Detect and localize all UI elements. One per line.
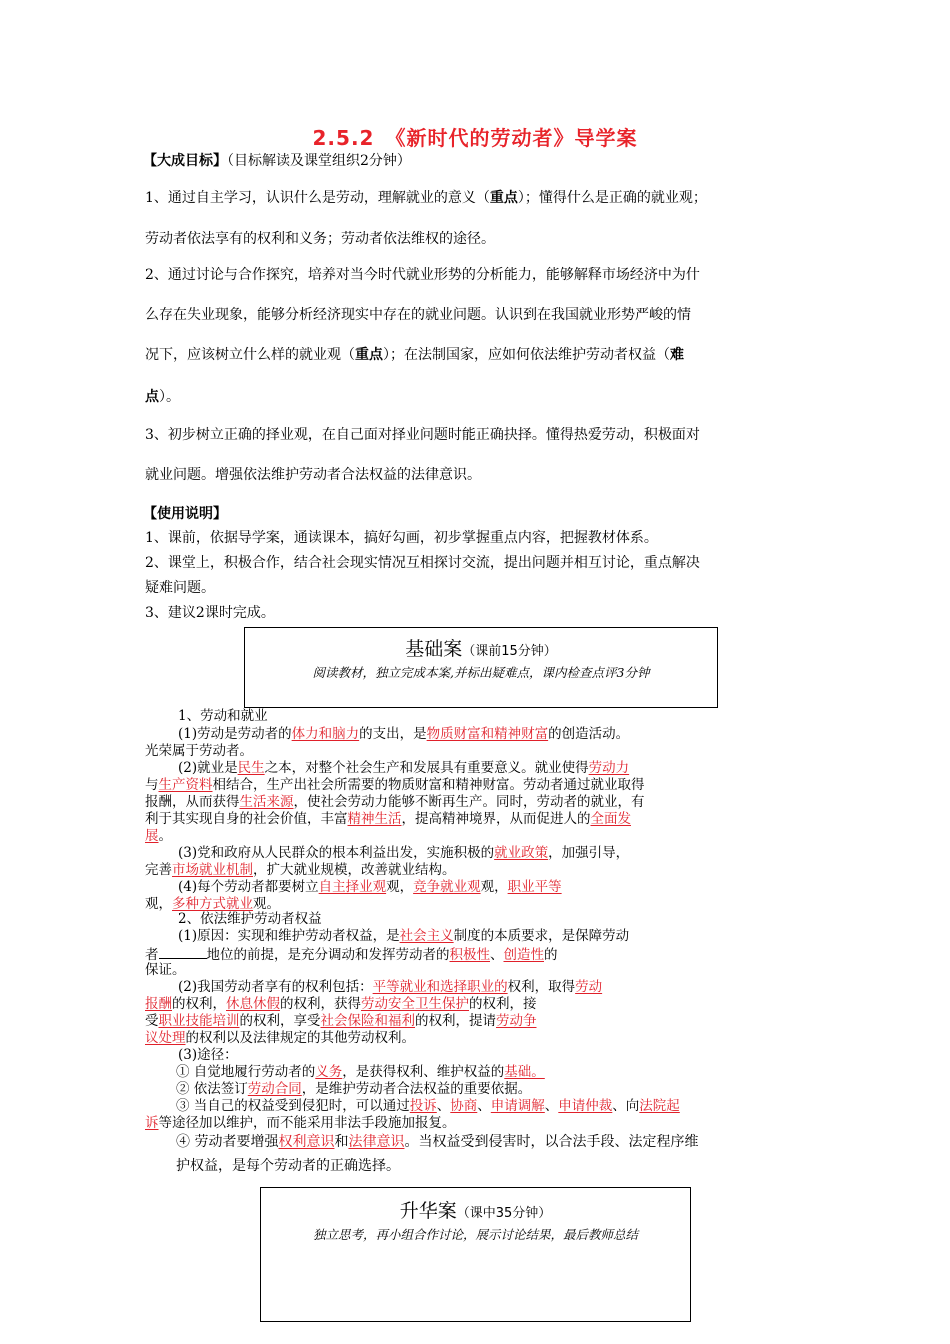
goals-text: 况下，应该树立什么样的就业观（ xyxy=(145,347,355,363)
s1-text: ，使社会劳动力能够不断再生产。同时，劳动者的就业，有 xyxy=(293,794,645,810)
usage-line-4: 3、建议2课时完成。 xyxy=(145,605,275,621)
s1-text: 观。 xyxy=(253,896,280,912)
answer-blank: 体力和脑力 xyxy=(291,726,360,742)
s1-text: 的支出，是 xyxy=(359,726,427,742)
answer-blank: 展 xyxy=(145,828,159,844)
goals-text: ）。 xyxy=(159,389,180,405)
answer-blank: 物质财富和精神财富 xyxy=(426,726,549,742)
answer-blank: 社会保险和福利 xyxy=(320,1013,415,1029)
s2-line-12 xyxy=(145,1114,815,1132)
usage-line-1: 1、课前，依据导学案，通读课本，搞好勾画，初步掌握重点内容，把握教材体系。 xyxy=(145,530,658,546)
s2-text: ② 依法签订 xyxy=(176,1081,248,1097)
s1-line-7 xyxy=(145,827,815,845)
s1-text: ，加强引导， xyxy=(548,845,630,861)
s2-text: 等途径加以维护，而不能采用非法手段施加报复。 xyxy=(158,1115,456,1131)
s1-text: (2)就业是 xyxy=(178,760,238,776)
box-title-text: 基础案 xyxy=(405,638,463,660)
answer-blank: 诉 xyxy=(145,1115,159,1131)
answer-blank: 议处理 xyxy=(145,1030,186,1046)
answer-blank: 法院起 xyxy=(639,1098,680,1114)
s1-line-4 xyxy=(145,776,815,794)
goals-header: 【大成目标】 xyxy=(143,153,227,169)
s2-text: (2)我国劳动者享有的权利包括： xyxy=(178,979,373,995)
answer-blank: 义务 xyxy=(315,1064,343,1080)
s1-text: 之本，对整个社会生产和发展具有重要意义。就业使得 xyxy=(264,760,589,776)
page-title: 2.5.2 《新时代的劳动者》导学案 xyxy=(312,126,638,150)
s1-line-10 xyxy=(178,878,848,896)
goals-line-8: 就业问题。增强依法维护劳动者合法权益的法律意识。 xyxy=(145,467,481,483)
goals-line-3: 2、通过讨论与合作探究，培养对当今时代就业形势的分析能力，能够解释市场经济中为什 xyxy=(145,267,700,283)
s2-line-4 xyxy=(178,978,848,996)
s2-text: (1)原因：实现和维护劳动者权益，是 xyxy=(178,928,400,944)
elevation-box-title xyxy=(261,1196,690,1223)
empty-blank xyxy=(159,944,207,959)
s1-line-1 xyxy=(178,725,848,743)
goals-emphasis: 点 xyxy=(145,389,159,405)
goals-text: ）；在法制国家，应如何依法维护劳动者权益（ xyxy=(383,347,670,363)
answer-blank: 劳动 xyxy=(575,979,603,995)
elevation-box-desc: 独立思考，再小组合作讨论，展示讨论结果，最后教师总结 xyxy=(312,1227,638,1242)
s2-text: ，是获得权利、维护权益的 xyxy=(342,1064,505,1080)
answer-blank: 劳动力 xyxy=(588,760,630,776)
s1-text: 。 xyxy=(158,828,172,844)
s1-text: (4)每个劳动者都要树立 xyxy=(178,879,319,895)
usage-line-2: 2、课堂上，积极合作，结合社会现实情况互相探讨交流，提出问题并相互讨论，重点解决 xyxy=(145,555,700,571)
s1-text: 相结合，生产出社会所需要的物质财富和精神财富。劳动者通过就业取得 xyxy=(212,777,645,793)
goals-emphasis: 重点 xyxy=(355,347,383,363)
s2-line-10 xyxy=(176,1080,846,1098)
answer-blank: 休息休假 xyxy=(226,996,280,1012)
answer-blank: 生产资料 xyxy=(158,777,213,793)
s2-line-13 xyxy=(176,1133,846,1151)
s2-text: 的权利， xyxy=(172,996,226,1012)
answer-blank: 生活来源 xyxy=(239,794,294,810)
s2-line-11 xyxy=(176,1097,846,1115)
s2-text: 受 xyxy=(145,1013,159,1029)
goals-line-5 xyxy=(145,346,815,364)
s2-text: 地位的前提，是充分调动和发挥劳动者的 xyxy=(206,947,450,963)
s1-text: ，提高精神境界，从而促进人的 xyxy=(401,811,591,827)
s2-text: 、向 xyxy=(612,1098,640,1114)
s2-text: 的权利，接 xyxy=(469,996,537,1012)
s1-text: 利于其实现自身的社会价值，丰富 xyxy=(145,811,348,827)
goals-text: 1、通过自主学习，认识什么是劳动，理解就业的意义（ xyxy=(145,190,490,206)
answer-blank: 职业平等 xyxy=(507,879,562,895)
answer-blank: 劳动合同 xyxy=(247,1081,302,1097)
s2-line-1 xyxy=(178,927,848,945)
goals-emphasis: 重点 xyxy=(489,190,518,206)
s2-text: 的权利，提请 xyxy=(415,1013,496,1029)
s2-text: ④ 劳动者要增强 xyxy=(176,1134,279,1150)
s1-line-9 xyxy=(145,861,815,879)
answer-blank: 劳动争 xyxy=(496,1013,537,1029)
goals-header-line xyxy=(143,152,813,170)
s1-text: (1)劳动是劳动者的 xyxy=(178,726,292,742)
section2-heading: 2、依法维护劳动者权益 xyxy=(178,911,322,927)
s2-text: 的 xyxy=(544,947,558,963)
s1-line-3 xyxy=(178,759,848,777)
s1-line-5 xyxy=(145,793,815,811)
s1-text: (3)党和政府从人民群众的根本利益出发，实施积极的 xyxy=(178,845,495,861)
s2-text: 和 xyxy=(334,1134,349,1150)
answer-blank: 报酬 xyxy=(145,996,172,1012)
goals-line-1 xyxy=(145,189,815,207)
answer-blank: 竞争就业观 xyxy=(413,879,481,895)
s2-text: 制度的本质要求，是保障劳动 xyxy=(453,928,630,944)
s2-line-14: 护权益，是每个劳动者的正确选择。 xyxy=(176,1158,400,1174)
usage-line-3: 疑难问题。 xyxy=(145,580,215,596)
s2-text: 的权利以及法律规定的其他劳动权利。 xyxy=(185,1030,415,1046)
s1-line-2: 光荣属于劳动者。 xyxy=(145,743,253,759)
s2-line-3: 保证。 xyxy=(145,962,186,978)
s1-line-8 xyxy=(178,844,848,862)
s1-text: ，扩大就业规模，改善就业结构。 xyxy=(253,862,456,878)
s2-text: ，是维护劳动者合法权益的重要依据。 xyxy=(301,1081,532,1097)
answer-blank: 申请调解 xyxy=(490,1098,545,1114)
s2-text: ③ 当自己的权益受到侵犯时，可以通过 xyxy=(176,1098,410,1114)
s1-text: 报酬，从而获得 xyxy=(145,794,240,810)
s1-text: 的创造活动。 xyxy=(548,726,630,742)
answer-blank: 权利意识 xyxy=(278,1134,335,1150)
s2-text: 的权利，享受 xyxy=(239,1013,321,1029)
goals-line-2: 劳动者依法享有的权利和义务；劳动者依法维权的途径。 xyxy=(145,231,495,247)
goals-line-7: 3、初步树立正确的择业观，在自己面对择业问题时能正确抉择。懂得热爱劳动，积极面对 xyxy=(145,427,700,443)
goals-line-4: 么存在失业现象，能够分析经济现实中存在的就业问题。认识到在我国就业形势严峻的情 xyxy=(145,307,691,323)
box-title-note: （课前15分钟） xyxy=(462,644,557,659)
s1-text: 完善 xyxy=(145,862,172,878)
answer-blank: 多种方式就业 xyxy=(172,896,253,912)
s2-text: 、 xyxy=(477,1098,491,1114)
answer-blank: 社会主义 xyxy=(399,928,454,944)
s2-text: 者 xyxy=(145,947,159,963)
goals-line-6 xyxy=(145,388,815,406)
answer-blank: 协商 xyxy=(450,1098,478,1114)
s2-text: 、 xyxy=(490,947,504,963)
answer-blank: 民生 xyxy=(237,760,265,776)
answer-blank: 创造性 xyxy=(503,947,544,963)
answer-blank: 投诉 xyxy=(409,1098,437,1114)
s1-line-6 xyxy=(145,810,815,828)
answer-blank: 市场就业机制 xyxy=(172,862,253,878)
answer-blank: 基础。 xyxy=(504,1064,545,1080)
foundation-box xyxy=(244,627,718,708)
box-title-note: （课中35分钟） xyxy=(456,1206,552,1221)
goals-header-note: （目标解读及课堂组织2分钟） xyxy=(227,153,411,169)
answer-blank: 劳动安全卫生保护 xyxy=(361,996,469,1012)
answer-blank: 就业政策 xyxy=(494,845,549,861)
answer-blank: 积极性 xyxy=(449,947,490,963)
answer-blank: 法律意识 xyxy=(348,1134,405,1150)
answer-blank: 全面发 xyxy=(590,811,631,827)
usage-header: 【使用说明】 xyxy=(143,506,227,522)
s2-line-5 xyxy=(145,995,815,1013)
s2-text: 。当权益受到侵害时，以合法手段、法定程序维 xyxy=(404,1134,699,1150)
box-title-text: 升华案 xyxy=(399,1200,457,1222)
foundation-box-desc: 阅读教材，独立完成本案,并标出疑难点，课内检查点评3分钟 xyxy=(312,665,650,680)
elevation-box xyxy=(260,1187,691,1322)
s2-text: 、 xyxy=(436,1098,451,1114)
s2-text: 、 xyxy=(544,1098,559,1114)
answer-blank: 申请仲裁 xyxy=(558,1098,613,1114)
s2-text: ① 自觉地履行劳动者的 xyxy=(176,1064,316,1080)
s1-text: 与 xyxy=(145,777,159,793)
s2-line-8: (3)途径： xyxy=(178,1047,238,1063)
section1-heading: 1、劳动和就业 xyxy=(178,708,268,724)
answer-blank: 自主择业观 xyxy=(318,879,387,895)
answer-blank: 精神生活 xyxy=(347,811,402,827)
s1-text: 观， xyxy=(386,879,414,895)
goals-text: ）；懂得什么是正确的就业观； xyxy=(517,190,707,206)
answer-blank: 职业技能培训 xyxy=(158,1013,240,1029)
s1-text: 观， xyxy=(145,896,172,912)
s2-line-6 xyxy=(145,1012,815,1030)
s1-text: 观， xyxy=(480,879,508,895)
s2-line-7 xyxy=(145,1029,815,1047)
s2-line-9 xyxy=(176,1063,846,1081)
s2-text: 的权利，获得 xyxy=(280,996,361,1012)
s2-text: 权利，取得 xyxy=(507,979,576,995)
answer-blank: 平等就业和选择职业的 xyxy=(372,979,508,995)
foundation-box-title xyxy=(245,634,717,661)
goals-emphasis: 难 xyxy=(670,347,684,363)
